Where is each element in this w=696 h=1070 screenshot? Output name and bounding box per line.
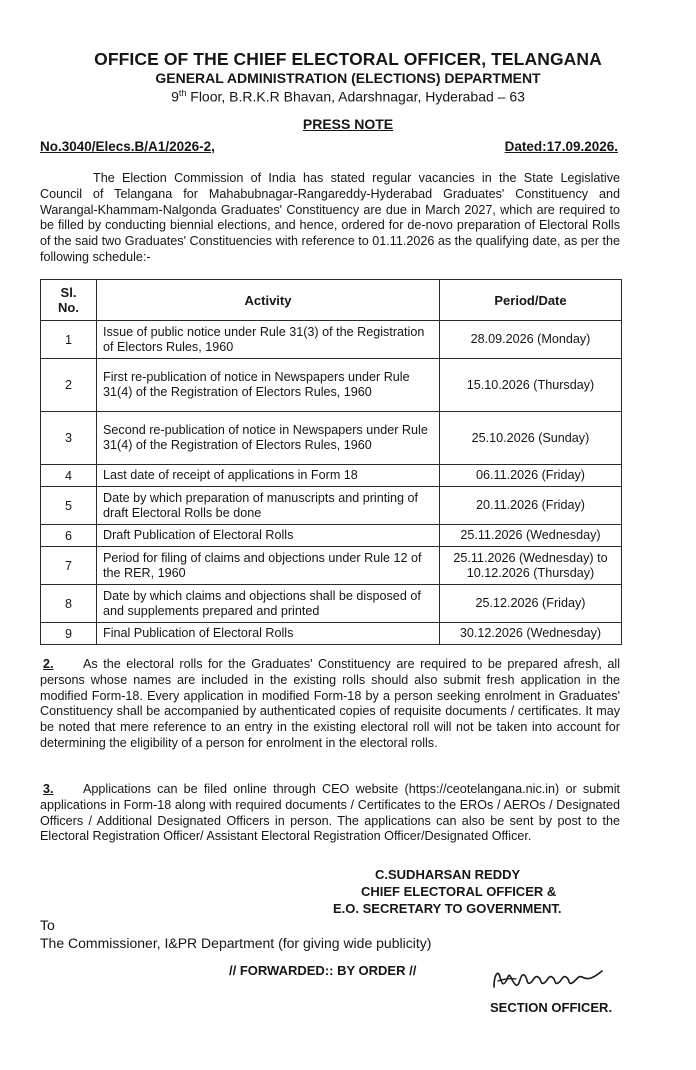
- period-line1: 25.11.2026 (Wednesday) to: [453, 550, 608, 565]
- paragraph-3-text: Applications can be filed online through CEO website (https://ceotelangana.nic.in) or submit applications in Form-18 along with required documents / Certificates to the EROs / AEROs / Designated Officers / Additional Designated Officers in person. The applications can also be sent by post to the Electoral Registration Officer/ Assistant Electoral Registration Officer/Designated Officer.: [40, 782, 620, 844]
- office-address: [0, 88, 696, 105]
- signatory-designation-2: E.O. SECRETARY TO GOVERNMENT.: [333, 901, 562, 916]
- address-superscript: th: [178, 88, 187, 98]
- table-row: [41, 623, 622, 645]
- sl-no-header: [41, 280, 97, 321]
- row-period: [440, 547, 622, 585]
- activity-header: Activity: [97, 280, 440, 321]
- row-activity: Date by which preparation of manuscripts and printing of draft Electoral Rolls be done: [97, 487, 440, 525]
- office-heading: OFFICE OF THE CHIEF ELECTORAL OFFICER, TELANGANA: [94, 49, 602, 69]
- paragraph-2: [40, 657, 620, 752]
- reference-number: No.3040/Elecs.B/A1/2026-2,: [40, 139, 215, 154]
- row-activity: Draft Publication of Electoral Rolls: [97, 525, 440, 547]
- row-period: 25.12.2026 (Friday): [440, 585, 622, 623]
- row-sl: 2: [41, 359, 97, 412]
- forwarded-by-order: // FORWARDED:: BY ORDER //: [229, 963, 417, 978]
- table-row: [41, 465, 622, 487]
- row-period: 28.09.2026 (Monday): [440, 321, 622, 359]
- row-sl: 4: [41, 465, 97, 487]
- table-row: [41, 547, 622, 585]
- row-period: 25.10.2026 (Sunday): [440, 412, 622, 465]
- row-sl: 3: [41, 412, 97, 465]
- paragraph-3-number: 3.: [43, 782, 54, 796]
- to-label: To: [40, 917, 55, 933]
- sl-header-line1: Sl.: [60, 285, 77, 300]
- row-activity: Period for filing of claims and objections under Rule 12 of the RER, 1960: [97, 547, 440, 585]
- period-header: Period/Date: [440, 280, 622, 321]
- period-line2: 10.12.2026 (Thursday): [466, 565, 595, 580]
- table-row: [41, 412, 622, 465]
- section-officer-label: SECTION OFFICER.: [490, 1000, 613, 1015]
- handwritten-signature-icon: [490, 963, 610, 1000]
- table-row: [41, 525, 622, 547]
- table-row: [41, 585, 622, 623]
- dated-label: Dated:17.09.2026.: [504, 139, 618, 154]
- intro-paragraph: The Election Commission of India has stated regular vacancies in the State Legislative Council of Telangana for Mahabubnagar-Rangareddy-Hyderabad Graduates' Constituency and Warangal-Khammam-Nalgonda Graduates' Constituency are due in March 2027, which are required to be filled by conducting biennial elections, and hence, ordered for de-novo preparation of Electoral Rolls of the said two Graduates' Constituencies with reference to 01.11.2026 as the qualifying date, as per the following schedule:-: [40, 171, 620, 264]
- signatory-name: C.SUDHARSAN REDDY: [375, 867, 521, 882]
- schedule-table: [40, 279, 622, 645]
- row-period: 15.10.2026 (Thursday): [440, 359, 622, 412]
- row-sl: 6: [41, 525, 97, 547]
- paragraph-3: [40, 782, 620, 845]
- row-period: 20.11.2026 (Friday): [440, 487, 622, 525]
- paragraph-2-number: 2.: [43, 657, 54, 671]
- paragraph-2-text: As the electoral rolls for the Graduates' Constituency are required to be prepared afresh, all persons whose names are included in the existing rolls should also submit fresh application in the modified Form-18. Every application in modified Form-18 by a person seeking enrolment in Graduates' Constituency shall be accompanied by authenticated copies of requisite documents / certificates. It may be noted that mere reference to an entry in the existing electoral roll will not be taken into account for determining the eligibility of a person for enrolment in the electoral rolls.: [40, 657, 620, 750]
- signatory-designation-1: CHIEF ELECTORAL OFFICER &: [361, 884, 557, 899]
- row-activity: Date by which claims and objections shall be disposed of and supplements prepared and printed: [97, 585, 440, 623]
- row-period: 25.11.2026 (Wednesday): [440, 525, 622, 547]
- table-row: [41, 487, 622, 525]
- press-note-title: PRESS NOTE: [302, 116, 394, 132]
- department-heading: GENERAL ADMINISTRATION (ELECTIONS) DEPARTMENT: [155, 70, 541, 86]
- row-activity: First re-publication of notice in Newspapers under Rule 31(4) of the Registration of Electors Rules, 1960: [97, 359, 440, 412]
- row-activity: Issue of public notice under Rule 31(3) of the Registration of Electors Rules, 1960: [97, 321, 440, 359]
- row-activity: Final Publication of Electoral Rolls: [97, 623, 440, 645]
- to-recipient: The Commissioner, I&PR Department (for giving wide publicity): [40, 935, 432, 951]
- address-floor: 9: [171, 88, 179, 105]
- sl-header-line2: No.: [58, 300, 79, 315]
- row-sl: 5: [41, 487, 97, 525]
- row-period: 30.12.2026 (Wednesday): [440, 623, 622, 645]
- row-sl: 8: [41, 585, 97, 623]
- table-header-row: [41, 280, 622, 321]
- row-sl: 1: [41, 321, 97, 359]
- table-row: [41, 359, 622, 412]
- row-activity: Last date of receipt of applications in Form 18: [97, 465, 440, 487]
- table-row: [41, 321, 622, 359]
- row-sl: 7: [41, 547, 97, 585]
- row-activity: Second re-publication of notice in Newspapers under Rule 31(4) of the Registration of Electors Rules, 1960: [97, 412, 440, 465]
- row-sl: 9: [41, 623, 97, 645]
- address-rest: Floor, B.R.K.R Bhavan, Adarshnagar, Hyderabad – 63: [186, 88, 525, 105]
- row-period: 06.11.2026 (Friday): [440, 465, 622, 487]
